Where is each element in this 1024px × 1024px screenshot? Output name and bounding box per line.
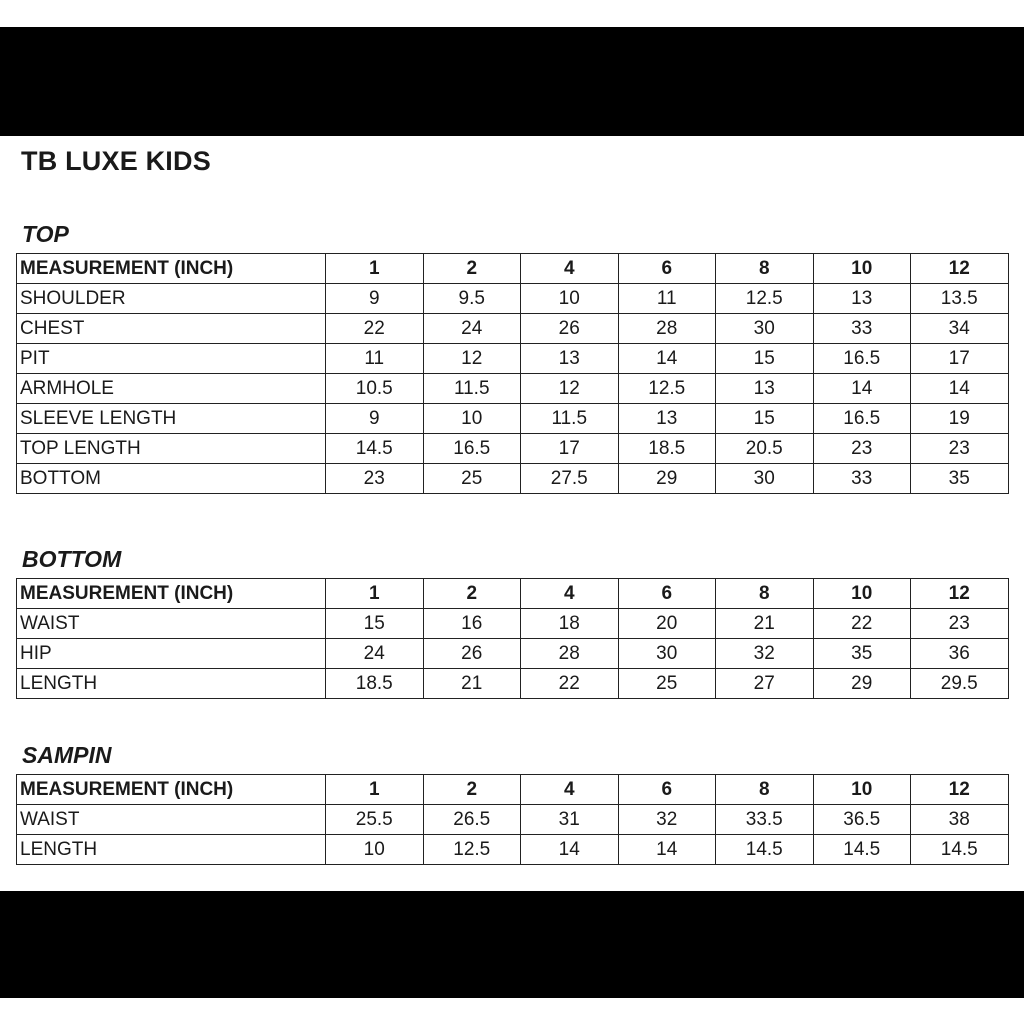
measurement-value-cell: 23	[911, 609, 1009, 639]
size-header-cell: 1	[326, 254, 424, 284]
size-header-cell: 6	[618, 579, 716, 609]
measurement-value-cell: 16	[423, 609, 521, 639]
size-header-cell: 10	[813, 254, 911, 284]
measurement-value-cell: 28	[618, 314, 716, 344]
measurement-value-cell: 24	[326, 639, 424, 669]
table-header-row	[17, 579, 1009, 609]
measurement-value-cell: 30	[716, 314, 814, 344]
measurement-value-cell: 10	[423, 404, 521, 434]
section-title-sampin: SAMPIN	[22, 742, 112, 768]
measurement-value-cell: 21	[716, 609, 814, 639]
measurement-value-cell: 10	[521, 284, 619, 314]
size-header-cell: 2	[423, 579, 521, 609]
measurement-value-cell: 12.5	[716, 284, 814, 314]
measurement-value-cell: 13	[813, 284, 911, 314]
measurement-value-cell: 23	[326, 464, 424, 494]
measurement-value-cell: 27	[716, 669, 814, 699]
measurement-value-cell: 15	[326, 609, 424, 639]
measurement-value-cell: 9	[326, 284, 424, 314]
measurement-value-cell: 14	[618, 835, 716, 865]
size-header-cell: 2	[423, 775, 521, 805]
measurement-value-cell: 21	[423, 669, 521, 699]
measurement-value-cell: 32	[618, 805, 716, 835]
measurement-value-cell: 13	[618, 404, 716, 434]
measurement-value-cell: 20	[618, 609, 716, 639]
measurement-value-cell: 22	[521, 669, 619, 699]
size-header-cell: 10	[813, 579, 911, 609]
measurement-value-cell: 10	[326, 835, 424, 865]
measurement-value-cell: 13	[716, 374, 814, 404]
table-row	[17, 374, 1009, 404]
table-row	[17, 609, 1009, 639]
measurement-value-cell: 25	[618, 669, 716, 699]
measurement-value-cell: 35	[813, 639, 911, 669]
table-row	[17, 669, 1009, 699]
measurement-value-cell: 22	[813, 609, 911, 639]
table-row	[17, 835, 1009, 865]
measurement-value-cell: 12.5	[423, 835, 521, 865]
measurement-label-cell: TOP LENGTH	[17, 434, 326, 464]
size-header-cell: 4	[521, 254, 619, 284]
measurement-value-cell: 38	[911, 805, 1009, 835]
measurement-value-cell: 12.5	[618, 374, 716, 404]
size-header-cell: 6	[618, 254, 716, 284]
measurement-value-cell: 33	[813, 464, 911, 494]
measurement-value-cell: 25	[423, 464, 521, 494]
measurement-value-cell: 18.5	[326, 669, 424, 699]
size-header-cell: 8	[716, 579, 814, 609]
measurement-value-cell: 13	[521, 344, 619, 374]
measurement-value-cell: 22	[326, 314, 424, 344]
measurement-value-cell: 14.5	[813, 835, 911, 865]
measurement-label-cell: SLEEVE LENGTH	[17, 404, 326, 434]
measurement-value-cell: 15	[716, 344, 814, 374]
measurement-value-cell: 24	[423, 314, 521, 344]
table-row	[17, 464, 1009, 494]
measurement-label-cell: WAIST	[17, 609, 326, 639]
measurement-value-cell: 30	[618, 639, 716, 669]
measurement-value-cell: 29	[618, 464, 716, 494]
measurement-label-cell: HIP	[17, 639, 326, 669]
header-label-cell: MEASUREMENT (INCH)	[17, 775, 326, 805]
measurement-label-cell: BOTTOM	[17, 464, 326, 494]
measurement-value-cell: 15	[716, 404, 814, 434]
size-header-cell: 12	[911, 579, 1009, 609]
measurement-value-cell: 29.5	[911, 669, 1009, 699]
measurement-value-cell: 28	[521, 639, 619, 669]
table-row	[17, 314, 1009, 344]
measurement-value-cell: 34	[911, 314, 1009, 344]
measurement-label-cell: ARMHOLE	[17, 374, 326, 404]
size-header-cell: 4	[521, 775, 619, 805]
table-row	[17, 284, 1009, 314]
measurement-value-cell: 33	[813, 314, 911, 344]
measurement-value-cell: 11	[326, 344, 424, 374]
measurement-label-cell: LENGTH	[17, 835, 326, 865]
section-title-top: TOP	[22, 221, 69, 247]
measurement-value-cell: 12	[521, 374, 619, 404]
measurement-value-cell: 33.5	[716, 805, 814, 835]
table-row	[17, 404, 1009, 434]
measurement-value-cell: 32	[716, 639, 814, 669]
measurement-label-cell: WAIST	[17, 805, 326, 835]
size-header-cell: 1	[326, 775, 424, 805]
measurement-value-cell: 14	[618, 344, 716, 374]
measurement-value-cell: 29	[813, 669, 911, 699]
header-label-cell: MEASUREMENT (INCH)	[17, 579, 326, 609]
measurement-value-cell: 25.5	[326, 805, 424, 835]
measurement-label-cell: CHEST	[17, 314, 326, 344]
measurement-value-cell: 14	[521, 835, 619, 865]
measurement-value-cell: 23	[813, 434, 911, 464]
table-header-row	[17, 254, 1009, 284]
measurement-value-cell: 14	[911, 374, 1009, 404]
measurement-value-cell: 16.5	[423, 434, 521, 464]
size-header-cell: 10	[813, 775, 911, 805]
measurement-value-cell: 18	[521, 609, 619, 639]
size-header-cell: 8	[716, 254, 814, 284]
measurement-value-cell: 20.5	[716, 434, 814, 464]
measurement-value-cell: 14.5	[716, 835, 814, 865]
measurement-value-cell: 26	[521, 314, 619, 344]
measurement-value-cell: 19	[911, 404, 1009, 434]
measurement-value-cell: 9.5	[423, 284, 521, 314]
top-black-bar	[0, 27, 1024, 136]
measurement-label-cell: SHOULDER	[17, 284, 326, 314]
header-label-cell: MEASUREMENT (INCH)	[17, 254, 326, 284]
table-row	[17, 805, 1009, 835]
measurement-value-cell: 26	[423, 639, 521, 669]
measurement-value-cell: 16.5	[813, 344, 911, 374]
size-header-cell: 12	[911, 254, 1009, 284]
measurement-value-cell: 31	[521, 805, 619, 835]
table-row	[17, 344, 1009, 374]
bottom-size-table	[16, 578, 1009, 699]
measurement-value-cell: 11.5	[521, 404, 619, 434]
measurement-value-cell: 13.5	[911, 284, 1009, 314]
measurement-value-cell: 16.5	[813, 404, 911, 434]
measurement-value-cell: 11	[618, 284, 716, 314]
measurement-value-cell: 36.5	[813, 805, 911, 835]
measurement-label-cell: PIT	[17, 344, 326, 374]
sampin-size-table	[16, 774, 1009, 865]
size-header-cell: 8	[716, 775, 814, 805]
bottom-black-bar	[0, 891, 1024, 998]
measurement-value-cell: 11.5	[423, 374, 521, 404]
measurement-value-cell: 12	[423, 344, 521, 374]
section-title-bottom: BOTTOM	[22, 546, 122, 572]
size-header-cell: 6	[618, 775, 716, 805]
measurement-value-cell: 10.5	[326, 374, 424, 404]
table-row	[17, 639, 1009, 669]
table-header-row	[17, 775, 1009, 805]
measurement-value-cell: 14.5	[326, 434, 424, 464]
size-header-cell: 4	[521, 579, 619, 609]
measurement-value-cell: 35	[911, 464, 1009, 494]
top-size-table	[16, 253, 1009, 494]
measurement-value-cell: 17	[911, 344, 1009, 374]
measurement-value-cell: 14	[813, 374, 911, 404]
size-header-cell: 12	[911, 775, 1009, 805]
measurement-value-cell: 18.5	[618, 434, 716, 464]
measurement-value-cell: 26.5	[423, 805, 521, 835]
table-row	[17, 434, 1009, 464]
size-header-cell: 1	[326, 579, 424, 609]
measurement-label-cell: LENGTH	[17, 669, 326, 699]
document-title: TB LUXE KIDS	[21, 146, 211, 176]
measurement-value-cell: 36	[911, 639, 1009, 669]
measurement-value-cell: 27.5	[521, 464, 619, 494]
size-header-cell: 2	[423, 254, 521, 284]
measurement-value-cell: 30	[716, 464, 814, 494]
measurement-value-cell: 14.5	[911, 835, 1009, 865]
measurement-value-cell: 17	[521, 434, 619, 464]
measurement-value-cell: 23	[911, 434, 1009, 464]
measurement-value-cell: 9	[326, 404, 424, 434]
